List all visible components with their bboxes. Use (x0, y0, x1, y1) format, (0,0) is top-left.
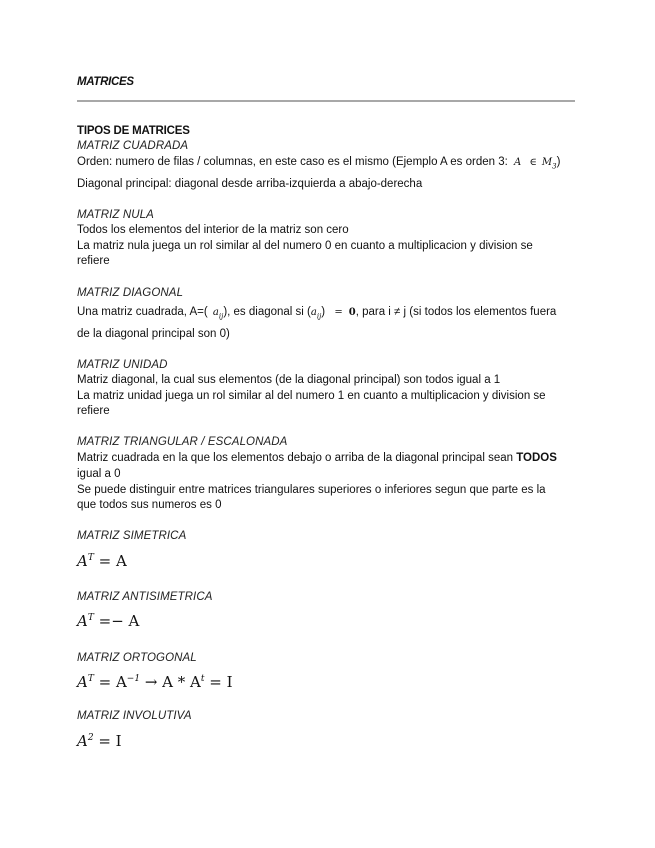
matriz-triangular-title: MATRIZ TRIANGULAR / ESCALONADA (77, 436, 288, 448)
matriz-cuadrada-title: MATRIZ CUADRADA (77, 140, 189, 152)
math-sub-ij: ij (218, 312, 224, 321)
math-rest: = I (93, 732, 122, 750)
math-rest: =− A (93, 612, 140, 630)
math-mid: = A (93, 673, 127, 691)
text-span: , para i ≠ j (si todos los elementos fuera (355, 306, 557, 318)
text-span: ) (556, 156, 561, 168)
math-zero: 0 (348, 307, 356, 318)
matriz-involutiva-formula (77, 728, 122, 751)
math-equals: = (334, 307, 343, 318)
math-A: A (514, 157, 522, 168)
matriz-unidad-line1: Matriz diagonal, la cual sus elementos (de la diagonal principal) son todos igual a 1 (77, 374, 501, 386)
matriz-ortogonal-formula (77, 669, 233, 692)
matriz-antisimetrica-title: MATRIZ ANTISIMETRICA (77, 591, 213, 603)
matriz-unidad-line3: refiere (77, 405, 110, 417)
matriz-diagonal-title: MATRIZ DIAGONAL (77, 287, 184, 299)
matriz-ortogonal-title: MATRIZ ORTOGONAL (77, 652, 197, 664)
matriz-triangular-line1 (77, 450, 557, 466)
math-a: a (212, 307, 219, 318)
math-sup-2: 2 (87, 733, 94, 743)
math-sup-T: T (87, 674, 94, 684)
math-sub-3: 3 (552, 162, 557, 171)
matriz-diagonal-line1 (77, 304, 556, 324)
math-end: = I (204, 673, 233, 691)
matriz-simetrica-formula (77, 548, 127, 571)
matriz-antisimetrica-formula (77, 608, 139, 631)
matriz-unidad-title: MATRIZ UNIDAD (77, 359, 168, 371)
math-sup-T: T (87, 553, 94, 563)
section-heading: TIPOS DE MATRICES (77, 125, 190, 137)
math-rest: = A (93, 552, 127, 570)
matriz-triangular-line2: igual a 0 (77, 468, 121, 480)
math-A: A (77, 612, 88, 630)
text-span: ), es diagonal si ( (223, 306, 311, 318)
bold-todos: TODOS (516, 452, 557, 464)
matriz-triangular-line4: que todos sus numeros es 0 (77, 499, 222, 511)
math-sup-T: T (87, 613, 94, 623)
matriz-triangular-line3: Se puede distinguir entre matrices triangulares superiores o inferiores segun que parte es la (77, 484, 546, 496)
matriz-diagonal-line2: de la diagonal principal son 0) (77, 328, 230, 340)
document-title: MATRICES (77, 76, 134, 88)
math-sub-ij: ij (316, 312, 322, 321)
text-span: Orden: numero de filas / columnas, en este caso es el mismo (Ejemplo A es orden 3: (77, 156, 508, 168)
text-span: Una matriz cuadrada, A=( (77, 306, 208, 318)
math-element-of: ∈ (529, 157, 537, 168)
matriz-cuadrada-line2: Diagonal principal: diagonal desde arriba-izquierda a abajo-derecha (77, 178, 423, 190)
matriz-nula-title: MATRIZ NULA (77, 209, 154, 221)
math-sup-t: t (200, 674, 205, 684)
text-span: ) (321, 306, 326, 318)
math-sup-inverse: −1 (126, 674, 141, 684)
matriz-nula-line2: La matriz nula juega un rol similar al del numero 0 en cuanto a multiplicacion y division se (77, 240, 533, 252)
math-a: a (310, 307, 317, 318)
math-A: A (77, 552, 88, 570)
title-divider (77, 100, 575, 102)
matriz-cuadrada-line1 (77, 154, 560, 174)
matriz-involutiva-title: MATRIZ INVOLUTIVA (77, 710, 192, 722)
matriz-unidad-line2: La matriz unidad juega un rol similar al del numero 1 en cuanto a multiplicacion y division se (77, 390, 546, 402)
matriz-nula-line3: refiere (77, 255, 110, 267)
math-M: M (541, 157, 553, 168)
math-rest: → A * A (140, 673, 201, 691)
matriz-nula-line1: Todos los elementos del interior de la matriz son cero (77, 224, 349, 236)
math-A: A (77, 732, 88, 750)
text-span: Matriz cuadrada en la que los elementos debajo o arriba de la diagonal principal sean (77, 452, 514, 464)
matriz-simetrica-title: MATRIZ SIMETRICA (77, 530, 187, 542)
math-A: A (77, 673, 88, 691)
